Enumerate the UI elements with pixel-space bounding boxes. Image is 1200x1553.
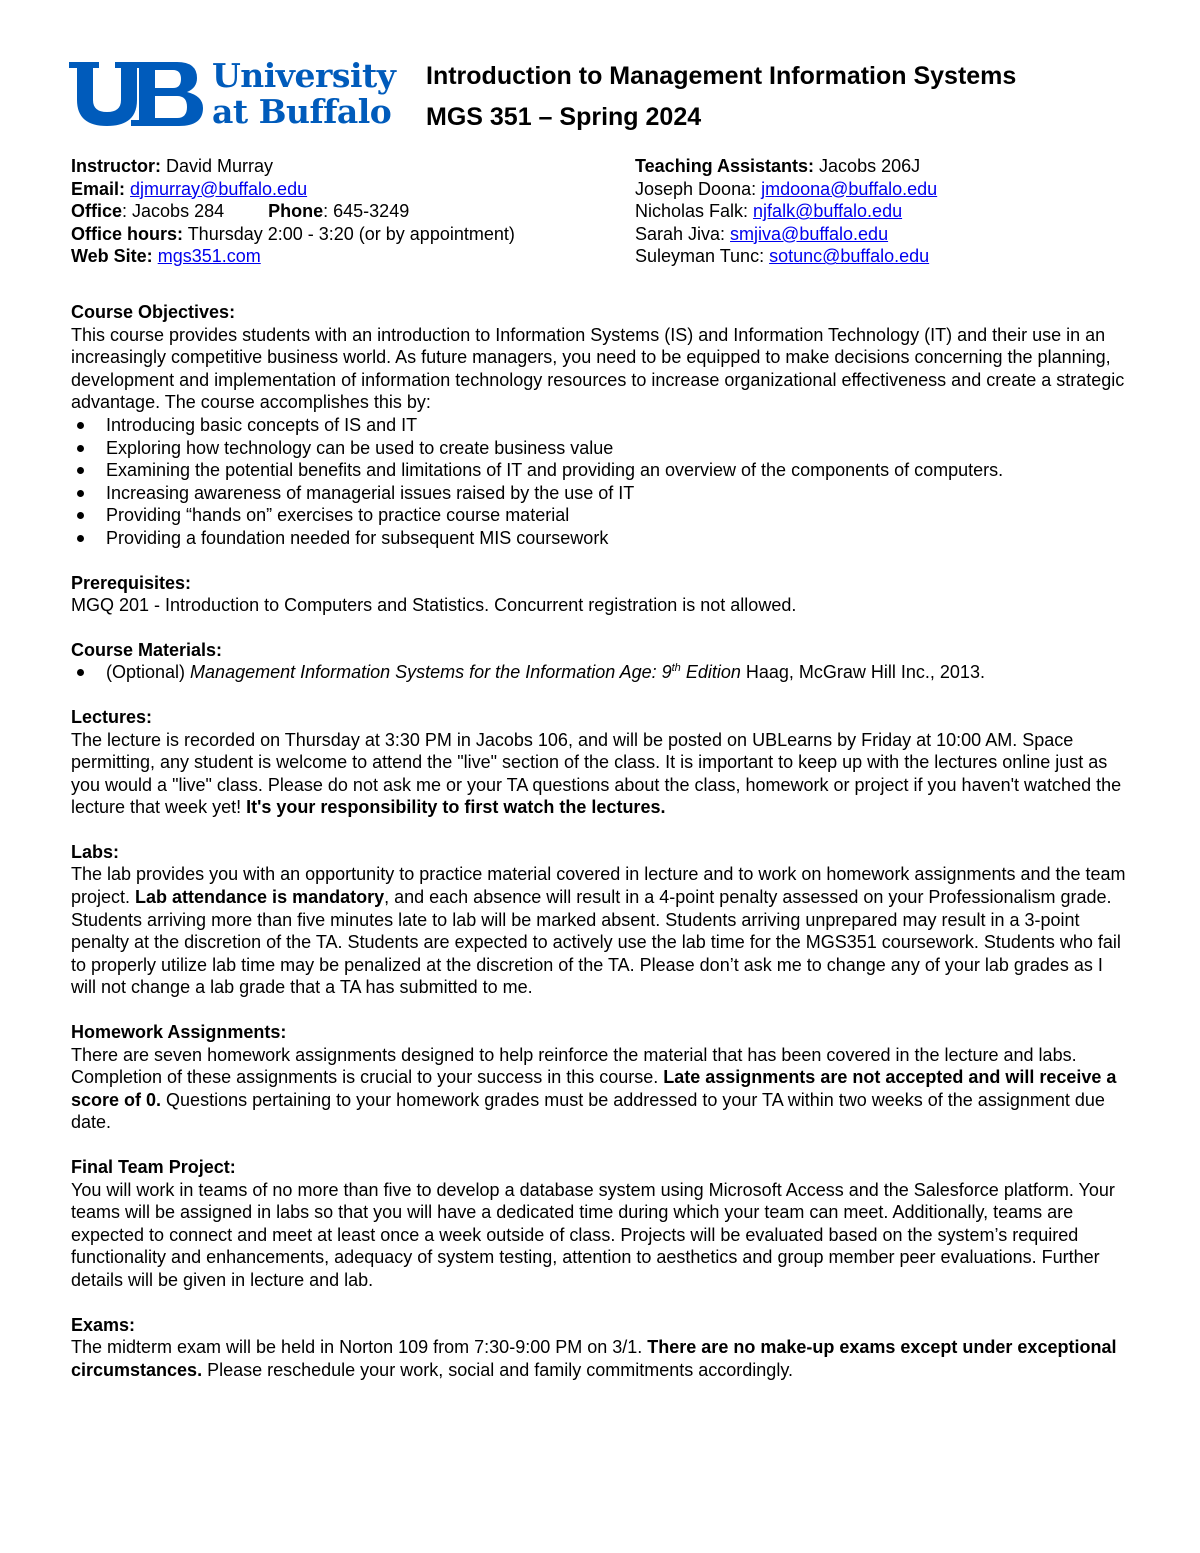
- syllabus-page: [71, 52, 1131, 1381]
- ta-name: Sarah Jiva:: [635, 223, 731, 244]
- phone-colon: :: [323, 201, 329, 222]
- course-title-line2: MGS 351 – Spring 2024: [426, 103, 702, 131]
- website-link[interactable]: mgs351.com: [157, 246, 261, 267]
- section-objectives: [71, 301, 1131, 550]
- office-colon: :: [122, 201, 128, 222]
- homework-body: [71, 1044, 1131, 1134]
- textbook-publisher: Haag, McGraw Hill Inc., 2013.: [740, 662, 985, 683]
- logo-word-university: University: [212, 56, 396, 95]
- ub-monogram-icon: [69, 56, 209, 128]
- office-label: Office: [71, 201, 123, 222]
- ta-name: Nicholas Falk:: [635, 201, 754, 222]
- project-body: You will work in teams of no more than five to develop a database system using Microsoft Access and the Salesforce platform. Your teams will be assigned in labs so that you will have a dedicated time during which your team can meet. Additionally, teams are expected to connect and meet at least once a week outside of class. Projects will be evaluated based on the system’s required functionality and enhancements, adequacy of system testing, attention to aesthetics and group member peer evaluations. Further details will be given in lecture and lab.: [71, 1179, 1115, 1290]
- prerequisites-body: MGQ 201 - Introduction to Computers and Statistics. Concurrent registration is not allowed.: [71, 595, 797, 616]
- ta-email-link[interactable]: sotunc@buffalo.edu: [769, 246, 930, 267]
- ta-label: Teaching Assistants:: [635, 156, 815, 176]
- section-labs: [71, 841, 1131, 999]
- section-title: Prerequisites:: [71, 572, 192, 593]
- email-label: Email:: [71, 178, 126, 199]
- course-title-line1: Introduction to Management Information Systems: [426, 62, 1017, 90]
- list-item: Increasing awareness of managerial issues raised by the use of IT: [71, 482, 1131, 505]
- materials-list: [71, 661, 1131, 684]
- phone-label: Phone: [268, 201, 324, 222]
- university-logo: [69, 56, 409, 131]
- phone-value: 645-3249: [328, 201, 410, 222]
- contact-info: [71, 155, 1131, 287]
- ta-name: Joseph Doona:: [635, 178, 762, 199]
- ta-row: [635, 200, 1095, 223]
- exams-text-1: The midterm exam will be held in Norton 109 from 7:30-9:00 PM on 3/1.: [71, 1337, 648, 1358]
- objectives-body: This course provides students with an introduction to Information Systems (IS) and Information Technology (IT) and their use in an increasingly competitive business world. As future managers, you need to be equipped to make decisions concerning the planning, development and implementation of information technology resources to increase organizational effectiveness and create a strategic advantage. The course accomplishes this by:: [71, 324, 1125, 413]
- teaching-assistants: [635, 155, 1095, 268]
- instructor-email-link[interactable]: djmurray@buffalo.edu: [130, 178, 308, 199]
- section-title: Final Team Project:: [71, 1157, 236, 1177]
- section-homework: [71, 1021, 1131, 1134]
- section-title: Exams:: [71, 1314, 136, 1335]
- homework-text-2: Questions pertaining to your homework grades must be addressed to your TA within two weeks of the assignment due date.: [71, 1089, 1105, 1133]
- instructor-label: Instructor:: [71, 156, 161, 176]
- list-item: Exploring how technology can be used to create business value: [71, 437, 1131, 460]
- list-item: Providing a foundation needed for subsequent MIS coursework: [71, 527, 1131, 550]
- section-title: Labs:: [71, 841, 120, 862]
- ta-row: [635, 245, 1095, 268]
- logo-word-buffalo: at Buffalo: [212, 92, 392, 131]
- exams-emphasis: There are no make-up exams except under exceptional circumstances.: [71, 1337, 1117, 1380]
- homework-text-1: There are seven homework assignments designed to help reinforce the material that has been covered in the lecture and labs. Completion of these assignments is crucial to your success in this course.: [71, 1044, 1077, 1088]
- ta-name: Suleyman Tunc:: [635, 246, 770, 267]
- instructor-name: David Murray: [161, 156, 274, 176]
- section-prerequisites: [71, 572, 1131, 617]
- section-title: Course Materials:: [71, 639, 223, 660]
- section-title: Lectures:: [71, 706, 153, 727]
- materials-prefix: (Optional): [106, 662, 191, 683]
- exams-text-2: Please reschedule your work, social and family commitments accordingly.: [202, 1359, 793, 1380]
- ta-row: [635, 223, 1095, 246]
- section-title: Homework Assignments:: [71, 1022, 287, 1043]
- lectures-body: [71, 729, 1131, 819]
- ta-location: Jacobs 206J: [814, 156, 921, 176]
- website-label: Web Site:: [71, 246, 153, 267]
- ta-email-link[interactable]: smjiva@buffalo.edu: [730, 223, 889, 244]
- list-item: Introducing basic concepts of IS and IT: [71, 414, 1131, 437]
- labs-emphasis: Lab attendance is mandatory: [135, 887, 385, 908]
- list-item: Providing “hands on” exercises to practice course material: [71, 504, 1131, 527]
- course-title: [426, 56, 1016, 138]
- section-project: [71, 1156, 1131, 1292]
- labs-text-1: The lab provides you with an opportunity to practice material covered in lecture and to work on homework assignments and the team project.: [71, 864, 1126, 908]
- edition-superscript: th: [671, 662, 681, 675]
- section-lectures: [71, 706, 1131, 819]
- ta-email-link[interactable]: jmdoona@buffalo.edu: [761, 178, 938, 199]
- list-item: Examining the potential benefits and limitations of IT and providing an overview of the components of computers.: [71, 459, 1131, 482]
- ta-row: [635, 178, 1095, 201]
- textbook-title: Management Information Systems for the Information Age: 9: [190, 662, 672, 683]
- list-item: [71, 661, 1131, 684]
- homework-emphasis: Late assignments are not accepted and will receive a score of 0.: [71, 1067, 1117, 1110]
- section-exams: [71, 1314, 1131, 1382]
- lectures-emphasis: It's your responsibility to first watch the lectures.: [246, 797, 666, 818]
- ta-email-link[interactable]: njfalk@buffalo.edu: [753, 201, 903, 222]
- office-value: Jacobs 284: [127, 201, 225, 222]
- header: [71, 52, 1131, 147]
- section-title: Course Objectives:: [71, 302, 236, 322]
- objectives-list: [71, 414, 1131, 550]
- labs-body: [71, 863, 1131, 999]
- instructor-info: [71, 155, 611, 268]
- section-materials: [71, 639, 1131, 684]
- office-hours-value: Thursday 2:00 - 3:20 (or by appointment): [183, 223, 515, 244]
- office-hours-label: Office hours:: [71, 223, 184, 244]
- lectures-text: The lecture is recorded on Thursday at 3:30 PM in Jacobs 106, and will be posted on UBLearns by Friday at 10:00 AM. Space permitting, any student is welcome to attend the "live" section of the class. It is important to keep up with the lectures online just as you would a "live" class. Please do not ask me or your TA questions about the class, homework or project if you haven't watched the lecture that week yet!: [71, 729, 1122, 818]
- edition-label: Edition: [680, 662, 741, 683]
- labs-text-2: , and each absence will result in a 4-point penalty assessed on your Professionalism grade. Students arriving more than five minutes late to lab will be marked absent. Students arriving unprepared may result in a 3-point penalty at the discretion of the TA. Students are expected to actively use the lab time for the MGS351 coursework. Students who fail to properly utilize lab time may be penalized at the discretion of the TA. Please don’t ask me to change any of your lab grades as I will not change a lab grade that a TA has submitted to me.: [71, 887, 1121, 998]
- exams-body: [71, 1336, 1131, 1381]
